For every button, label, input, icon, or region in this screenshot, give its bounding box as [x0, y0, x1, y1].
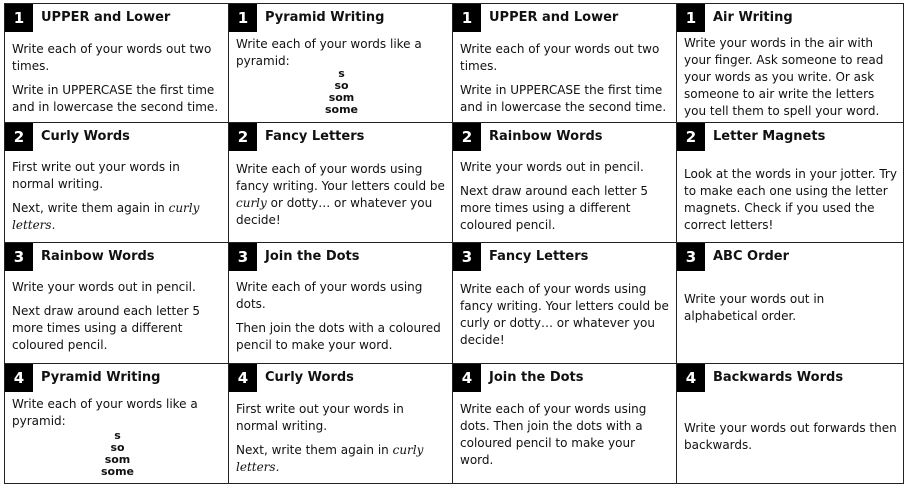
card-title: Pyramid Writing: [265, 10, 385, 25]
card-body: [460, 159, 671, 241]
pyramid-line: som: [104, 453, 131, 466]
card-instruction: [12, 200, 223, 234]
activity-card: [677, 123, 903, 243]
card-instruction: Then join the dots with a coloured pencil to make your word.: [236, 321, 441, 352]
card-title: UPPER and Lower: [41, 10, 171, 25]
card-instruction: First write out your words in normal writing.: [236, 402, 404, 433]
card-title: Rainbow Words: [41, 249, 155, 264]
card-header: [453, 123, 676, 153]
card-body: [12, 41, 223, 123]
activity-card: [677, 243, 903, 364]
card-header: [229, 243, 452, 273]
card-instruction: Write in UPPERCASE the first time and in lowercase the second time.: [460, 83, 667, 114]
card-number: 3: [677, 243, 705, 271]
instruction-text: Next, write them again in: [12, 201, 169, 215]
card-body: [684, 420, 898, 461]
card-number: 2: [453, 123, 481, 151]
card-number: 1: [5, 4, 33, 32]
activity-card: [677, 364, 903, 483]
card-instruction: Look at the words in your jotter. Try to make each one using the letter magnets. Check if you used the correct letters!: [684, 167, 897, 232]
card-title: Curly Words: [265, 370, 354, 385]
card-title: Pyramid Writing: [41, 370, 161, 385]
card-body: [460, 41, 671, 123]
card-instruction: First write out your words in normal writing.: [12, 160, 180, 191]
card-header: [677, 123, 903, 153]
curly-example-text: curly letters.: [236, 443, 424, 474]
card-instruction: Write your words in the air with your finger. Ask someone to read your words as you write. Or ask someone to air write the letters you tell them to spell your word.: [684, 36, 884, 118]
card-instruction: Write each of your words using fancy writing. Your letters could be curly or dotty… or whatever you decide!: [460, 282, 669, 347]
card-body: [684, 291, 898, 332]
card-title: Backwards Words: [713, 370, 844, 385]
card-body: [236, 36, 447, 116]
card-instruction: Next draw around each letter 5 more times using a different coloured pencil.: [460, 184, 648, 232]
card-title: Fancy Letters: [489, 249, 589, 264]
pyramid-line: so: [110, 441, 125, 454]
card-number: 2: [5, 123, 33, 151]
pyramid-line: some: [324, 103, 359, 116]
card-header: [5, 243, 228, 273]
instruction-text: Write each of your words using fancy writing. Your letters could be: [236, 162, 445, 193]
card-header: [677, 364, 903, 394]
card-header: [453, 4, 676, 34]
spelling-activity-grid: [4, 3, 904, 484]
activity-card: [5, 243, 229, 364]
card-body: [684, 35, 898, 123]
card-title: Join the Dots: [489, 370, 584, 385]
card-header: [229, 4, 452, 34]
card-instruction: Write each of your words using dots.: [236, 280, 423, 311]
card-body: [460, 281, 671, 356]
card-body: [12, 396, 223, 478]
card-body: [12, 159, 223, 241]
card-instruction: Write in UPPERCASE the first time and in lowercase the second time.: [12, 83, 219, 114]
pyramid-line: s: [114, 429, 121, 442]
card-instruction: [236, 442, 447, 476]
pyramid-line: s: [338, 67, 345, 80]
activity-card: [453, 4, 677, 123]
card-title: Curly Words: [41, 129, 130, 144]
card-instruction: Write each of your words using dots. Then join the dots with a coloured pencil to make your word.: [460, 402, 647, 467]
card-body: [460, 401, 671, 476]
card-header: [677, 4, 903, 34]
card-body: [236, 161, 447, 236]
card-number: 1: [453, 4, 481, 32]
pyramid-example: [12, 430, 223, 478]
card-instruction: Write your words out in pencil.: [460, 160, 644, 174]
card-instruction: Write each of your words like a pyramid:: [12, 397, 198, 428]
activity-card: [453, 364, 677, 483]
card-body: [236, 401, 447, 483]
activity-card: [453, 123, 677, 243]
card-header: [677, 243, 903, 273]
card-title: Fancy Letters: [265, 129, 365, 144]
card-number: 3: [5, 243, 33, 271]
activity-card: [453, 243, 677, 364]
card-number: 3: [229, 243, 257, 271]
card-header: [229, 364, 452, 394]
card-number: 4: [229, 364, 257, 392]
card-header: [5, 364, 228, 394]
activity-card: [229, 4, 453, 123]
card-instruction: Write each of your words like a pyramid:: [236, 37, 422, 68]
card-number: 3: [453, 243, 481, 271]
card-instruction: Write your words out forwards then backwards.: [684, 421, 897, 452]
card-instruction: Next draw around each letter 5 more times using a different coloured pencil.: [12, 304, 200, 352]
activity-card: [5, 364, 229, 483]
card-number: 1: [229, 4, 257, 32]
instruction-text: or dotty… or whatever you decide!: [236, 196, 433, 227]
card-title: Air Writing: [713, 10, 793, 25]
card-body: [236, 279, 447, 361]
pyramid-line: some: [100, 465, 135, 478]
pyramid-line: som: [328, 91, 355, 104]
activity-card: [5, 123, 229, 243]
card-title: Letter Magnets: [713, 129, 826, 144]
activity-card: [5, 4, 229, 123]
card-header: [229, 123, 452, 153]
curly-example-text: curly letters.: [12, 201, 200, 232]
card-title: ABC Order: [713, 249, 790, 264]
card-header: [5, 123, 228, 153]
card-instruction: Write your words out in alphabetical order.: [684, 292, 825, 323]
activity-card: [229, 123, 453, 243]
card-header: [453, 243, 676, 273]
activity-card: [677, 4, 903, 123]
activity-card: [229, 243, 453, 364]
card-instruction: [236, 161, 447, 229]
card-title: Join the Dots: [265, 249, 360, 264]
curly-example-text: curly: [236, 196, 267, 210]
card-header: [453, 364, 676, 394]
card-title: UPPER and Lower: [489, 10, 619, 25]
card-number: 4: [453, 364, 481, 392]
card-number: 2: [677, 123, 705, 151]
card-body: [684, 166, 898, 241]
card-header: [5, 4, 228, 34]
card-body: [12, 279, 223, 361]
card-instruction: Write each of your words out two times.: [12, 42, 212, 73]
card-number: 1: [677, 4, 705, 32]
pyramid-example: [236, 68, 447, 116]
pyramid-line: so: [334, 79, 349, 92]
card-number: 4: [5, 364, 33, 392]
card-instruction: Write each of your words out two times.: [460, 42, 660, 73]
card-number: 4: [677, 364, 705, 392]
card-title: Rainbow Words: [489, 129, 603, 144]
card-number: 2: [229, 123, 257, 151]
card-instruction: Write your words out in pencil.: [12, 280, 196, 294]
activity-card: [229, 364, 453, 483]
instruction-text: Next, write them again in: [236, 443, 393, 457]
